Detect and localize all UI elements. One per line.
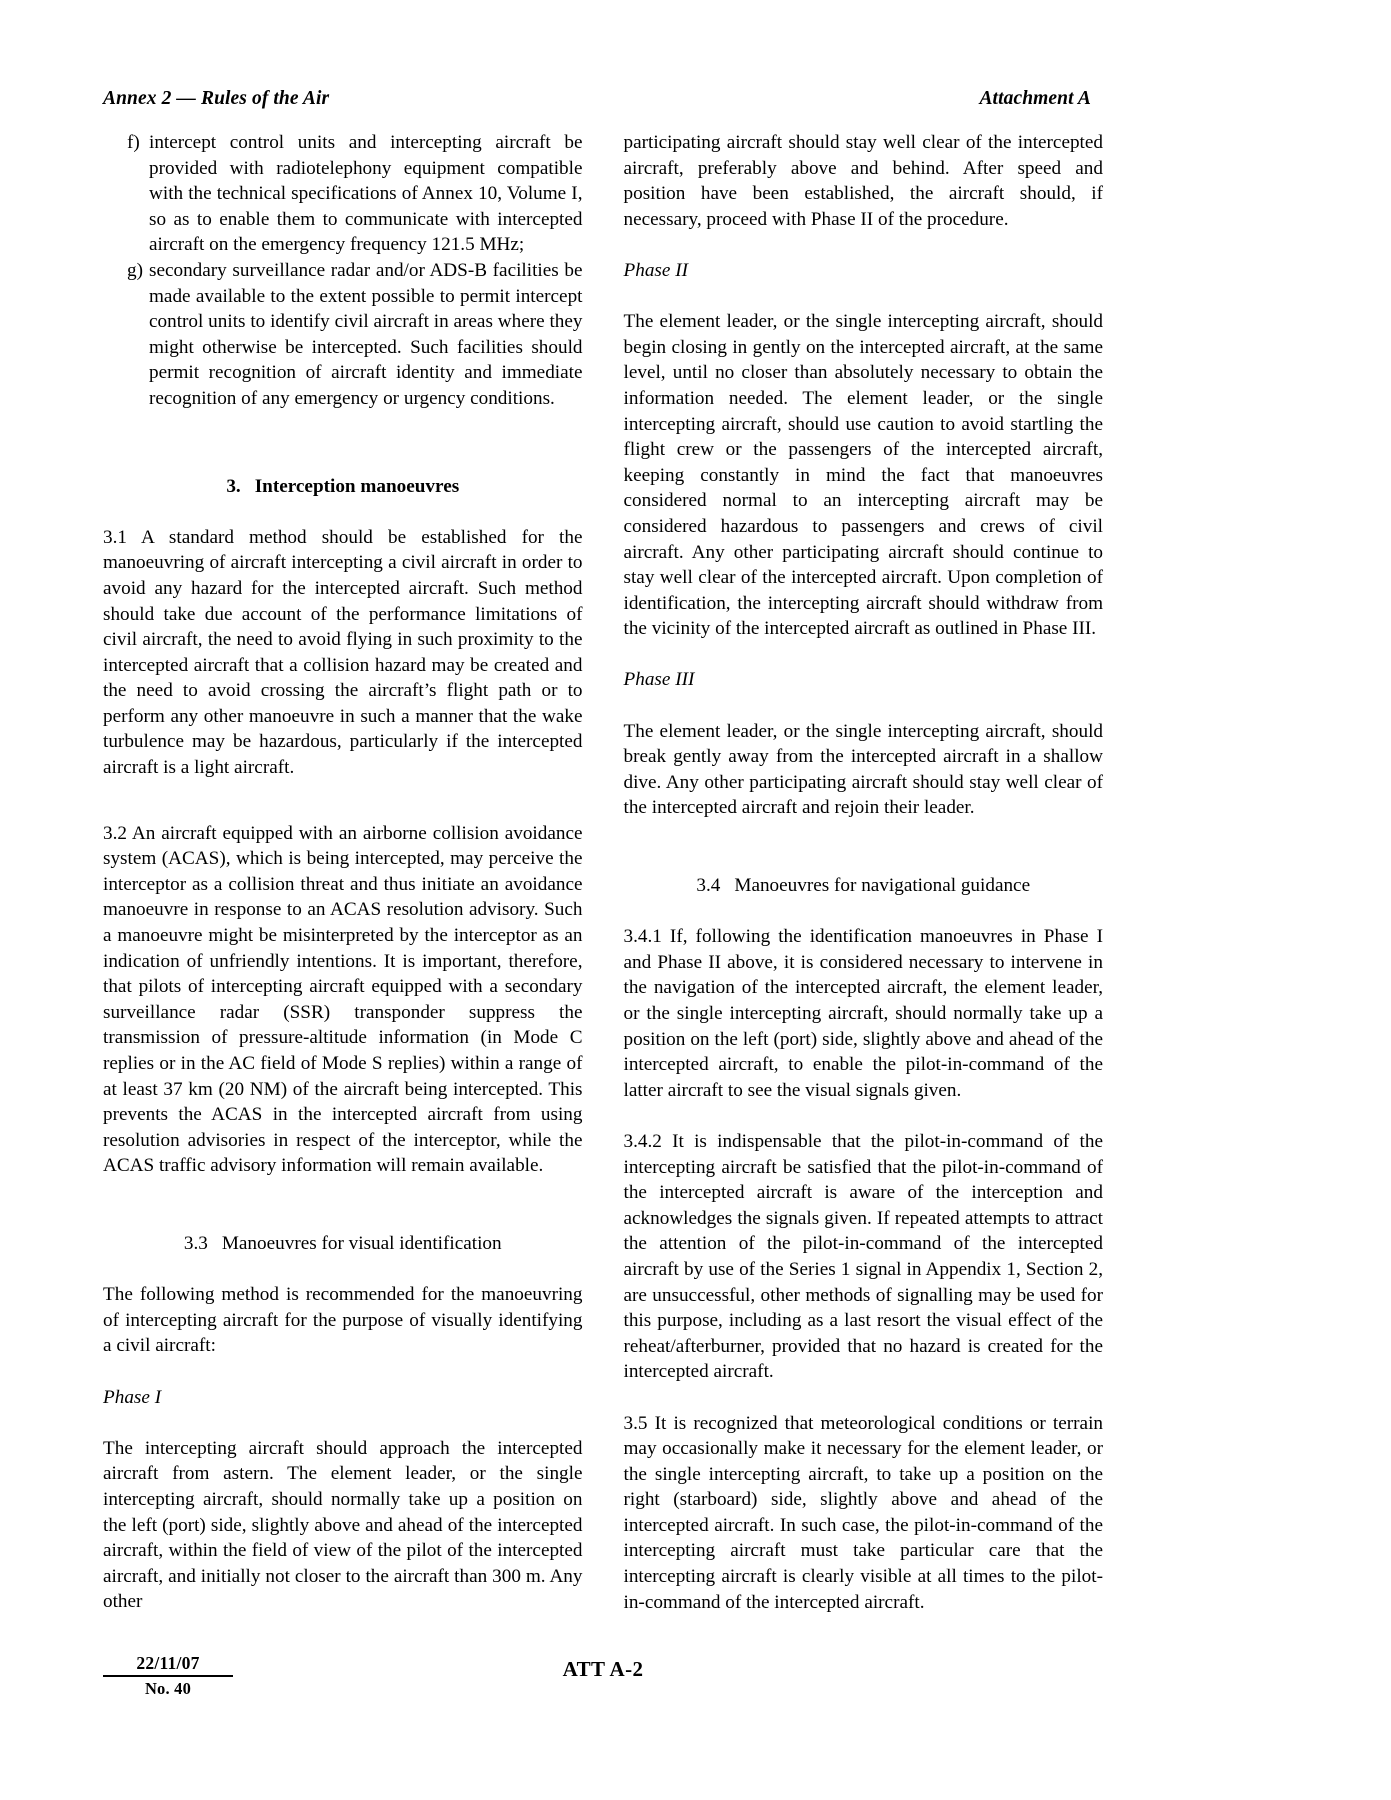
paragraph-3-1: 3.1 A standard method should be established for the manoeuvring of aircraft intercepting a civil aircraft in order to avoid any hazard for the intercepted aircraft. Such method should take due account of the performance limitations of civil aircraft, the need to avoid flying in such proximity to the intercepted aircraft that a collision hazard may be created and the need to avoid crossing the aircraft’s flight path or to perform any other manoeuvre in such a manner that the wake turbulence may be hazardous, particularly if the intercepted aircraft is a light aircraft. bbox=[103, 526, 583, 779]
phase-iii-text: The element leader, or the single intercepting aircraft, should break gently away from the intercepted aircraft in a shallow dive. Any other participating aircraft should stay well clear of the intercepted aircraft and rejoin their leader. bbox=[623, 720, 1103, 819]
running-head-left: Annex 2 — Rules of the Air bbox=[103, 88, 330, 109]
phase-ii-text: The element leader, or the single intercepting aircraft, should begin closing in gently on the intercepted aircraft, at the same level, until no closer than absolutely necessary to obtain the information needed. The element leader, or the single intercepting aircraft, should use caution to avoid startling the flight crew or the passengers of the intercepted aircraft, keeping constantly in mind the fact that manoeuvres considered normal to an intercepting aircraft may be considered hazardous to passengers and crews of civil aircraft. Any other participating aircraft should continue to stay well clear of the intercepted aircraft. Upon completion of identification, the intercepting aircraft should withdraw from the vicinity of the intercepted aircraft as outlined in Phase III. bbox=[623, 311, 1103, 640]
phase-i-continuation: participating aircraft should stay well clear of the intercepted aircraft, preferably above and behind. After speed and position have been established, the aircraft should, if necessary, proceed with Phase II of the procedure. bbox=[623, 132, 1103, 230]
section-3-heading bbox=[103, 474, 583, 500]
page-footer bbox=[103, 1653, 1103, 1723]
heading-3-3-number: 3.3 bbox=[183, 1232, 208, 1254]
paragraph-3-2: 3.2 An aircraft equipped with an airborne collision avoidance system (ACAS), which is being intercepted, may perceive the interceptor as a collision threat and thus initiate an avoidance manoeuvre in response to an ACAS resolution advisory. Such a manoeuvre might be misinterpreted by the interceptor as an indication of unfriendly intentions. It is important, therefore, that pilots of intercepting aircraft equipped with a secondary surveillance radar (SSR) transponder suppress the transmission of pressure-altitude information (in Mode C replies or in the AC field of Mode S replies) within a range of at least 37 km (20 NM) of the aircraft being intercepted. This prevents the ACAS in the intercepted aircraft from using resolution advisories in respect of the interceptor, while the ACAS traffic advisory information will remain available. bbox=[103, 822, 583, 1177]
list-text-f: intercept control units and intercepting aircraft be provided with radiotelephony equipment compatible with the technical specifications of Annex 10, Volume I, so as to enable them to communicate with intercepted aircraft on the emergency frequency 121.5 MHz; bbox=[149, 132, 583, 256]
running-head-right: Attachment A bbox=[979, 88, 1091, 109]
phase-iii-label: Phase III bbox=[623, 669, 695, 691]
running-head bbox=[103, 88, 1091, 110]
heading-3-4 bbox=[624, 873, 1104, 899]
list-marker-g: g) bbox=[127, 259, 143, 281]
phase-i-label: Phase I bbox=[103, 1386, 162, 1408]
footer-page-number: ATT A-2 bbox=[562, 1657, 644, 1681]
paragraph-3-3-intro: The following method is recommended for the manoeuvring of intercepting aircraft for the purpose of visually identifying a civil aircraft: bbox=[103, 1284, 583, 1357]
section-3-title: Interception manoeuvres bbox=[254, 475, 460, 497]
list-text-g: secondary surveillance radar and/or ADS-B facilities be made available to the extent possible to permit intercept control units to identify civil aircraft in areas where they might otherwise be intercepted. Such facilities should permit recognition of aircraft identity and immediate recognition of any emergency or urgency conditions. bbox=[149, 259, 583, 409]
list-marker-f: f) bbox=[127, 132, 140, 153]
footer-date: 22/11/07 bbox=[136, 1653, 200, 1673]
phase-i-text: The intercepting aircraft should approach the intercepted aircraft from astern. The element leader, or the single intercepting aircraft, should normally take up a position on the left (port) side, slightly above and ahead of the intercepted aircraft, within the field of view of the pilot of the intercepted aircraft, and initially not closer to the aircraft than 300 m. Any other bbox=[103, 1437, 583, 1613]
footer-amendment-number: No. 40 bbox=[144, 1679, 192, 1698]
paragraph-3-4-2: 3.4.2 It is indispensable that the pilot-in-command of the intercepting aircraft be satisfied that the pilot-in-command of the intercepted aircraft is aware of the interception and acknowledges the signals given. If repeated attempts to attract the attention of the pilot-in-command of the intercepted aircraft by use of the Series 1 signal in Appendix 1, Section 2, are unsuccessful, other methods of signalling may be used for this purpose, including as a last resort the visual effect of the reheat/afterburner, provided that no hazard is created for the intercepted aircraft. bbox=[623, 1130, 1103, 1383]
left-column bbox=[103, 130, 583, 1615]
list-item-g bbox=[103, 258, 583, 412]
heading-3-3 bbox=[103, 1231, 583, 1257]
phase-ii-label: Phase II bbox=[623, 259, 688, 281]
paragraph-3-5: 3.5 It is recognized that meteorological conditions or terrain may occasionally make it necessary for the element leader, or the single intercepting aircraft, to take up a position on the right (starboard) side, slightly above and ahead of the intercepted aircraft. In such case, the pilot-in-command of the intercepting aircraft must take particular care that the intercepting aircraft is clearly visible at all times to the pilot-in-command of the intercepted aircraft. bbox=[623, 1412, 1103, 1613]
heading-3-4-title: Manoeuvres for navigational guidance bbox=[734, 875, 1031, 897]
list-item-f bbox=[103, 130, 583, 258]
heading-3-4-number: 3.4 bbox=[696, 875, 721, 897]
section-3-number: 3. bbox=[226, 475, 241, 497]
body-columns bbox=[103, 130, 1103, 1615]
paragraph-3-4-1: 3.4.1 If, following the identification manoeuvres in Phase I and Phase II above, it is considered necessary to intervene in the navigation of the intercepted aircraft, the element leader, or the single intercepting aircraft, should normally take up a position on the left (port) side, slightly above and ahead of the intercepted aircraft, to enable the pilot-in-command of the latter aircraft to see the visual signals given. bbox=[623, 926, 1103, 1101]
page-header bbox=[103, 88, 1103, 110]
right-column bbox=[624, 130, 1104, 1615]
heading-3-3-title: Manoeuvres for visual identification bbox=[221, 1232, 502, 1254]
